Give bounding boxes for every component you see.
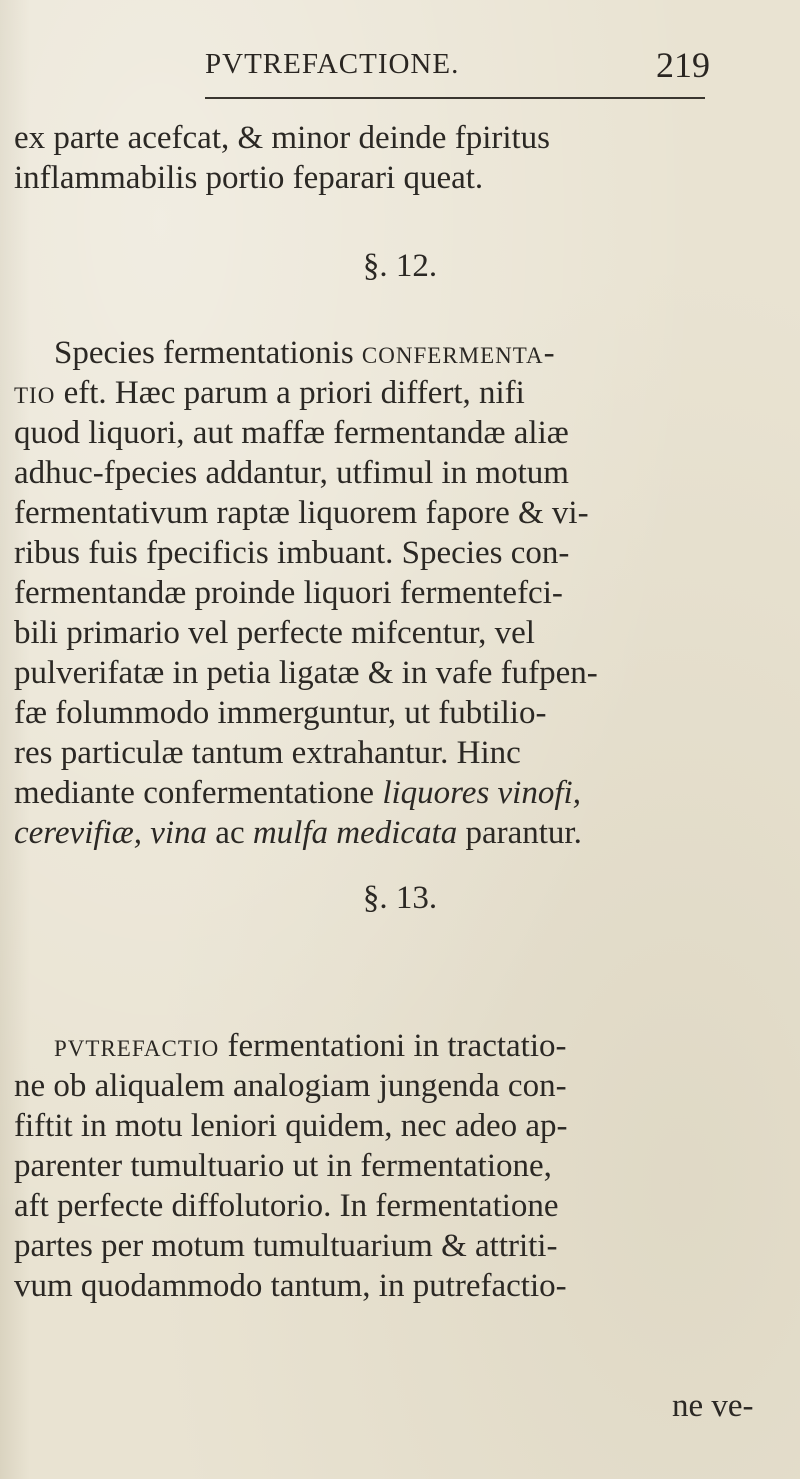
italic-term: liquores vinofi, — [382, 775, 581, 811]
catchword: ne ve- — [672, 1388, 754, 1424]
text-line: fermentativum raptæ liquorem fapore & vi- — [14, 495, 589, 531]
text-line: vum quodammodo tantum, in putrefactio- — [14, 1268, 567, 1304]
text-line: inflammabilis portio feparari queat. — [14, 160, 484, 196]
text-line — [14, 333, 784, 373]
italic-term: mulfa medicata — [252, 815, 458, 851]
text-run: Species fermentationis — [54, 335, 362, 371]
text-line: bili primario vel perfecte mifcentur, vel — [14, 615, 535, 651]
text-run: parantur. — [457, 815, 582, 851]
small-caps-term: pvtrefactio — [54, 1028, 220, 1064]
paragraph-2 — [14, 333, 784, 853]
header-rule — [205, 97, 705, 99]
text-line: ex parte acefcat, & minor deinde fpiritus — [14, 120, 551, 156]
paragraph-1 — [14, 118, 784, 198]
text-line — [14, 373, 784, 413]
text-run: ac — [207, 815, 253, 851]
section-heading-12: §. 12. — [362, 248, 438, 284]
text-line: quod liquori, aut maffæ fermentandæ aliæ — [14, 415, 569, 451]
text-line — [14, 1026, 784, 1066]
text-line — [14, 813, 784, 853]
paragraph-3 — [14, 1026, 784, 1306]
text-run: mediante confermentatione — [14, 775, 383, 811]
page-number: 219 — [656, 45, 710, 85]
text-line — [14, 773, 784, 813]
text-line: res particulæ tantum extrahantur. Hinc — [14, 735, 521, 771]
running-head: PVTREFACTIONE. — [205, 48, 460, 80]
text-run: eft. Hæc parum a priori differt, nifi — [55, 375, 525, 411]
small-caps-term: confermenta- — [361, 335, 556, 371]
small-caps-term: tio — [14, 375, 56, 411]
text-line: fermentandæ proinde liquori fermentefci- — [14, 575, 563, 611]
text-run: fermentationi in tractatio- — [219, 1028, 567, 1064]
text-line: parenter tumultuario ut in fermentatione, — [14, 1148, 552, 1184]
text-line: partes per motum tumultuarium & attriti- — [14, 1228, 558, 1264]
italic-term: cerevifiæ, vina — [14, 815, 208, 851]
text-line: pulverifatæ in petia ligatæ & in vafe fufpen- — [14, 655, 598, 691]
text-line: ne ob aliqualem analogiam jungenda con- — [14, 1068, 567, 1104]
text-line: fiftit in motu leniori quidem, nec adeo ap- — [14, 1108, 568, 1144]
text-line: adhuc-fpecies addantur, utfimul in motum — [14, 455, 569, 491]
page-header — [205, 40, 710, 110]
text-line: fæ folummodo immerguntur, ut fubtilio- — [14, 695, 547, 731]
section-heading-13: §. 13. — [362, 880, 438, 916]
text-line: ribus fuis fpecificis imbuant. Species con- — [14, 535, 570, 571]
text-line: aft perfecte diffolutorio. In fermentatione — [14, 1188, 559, 1224]
